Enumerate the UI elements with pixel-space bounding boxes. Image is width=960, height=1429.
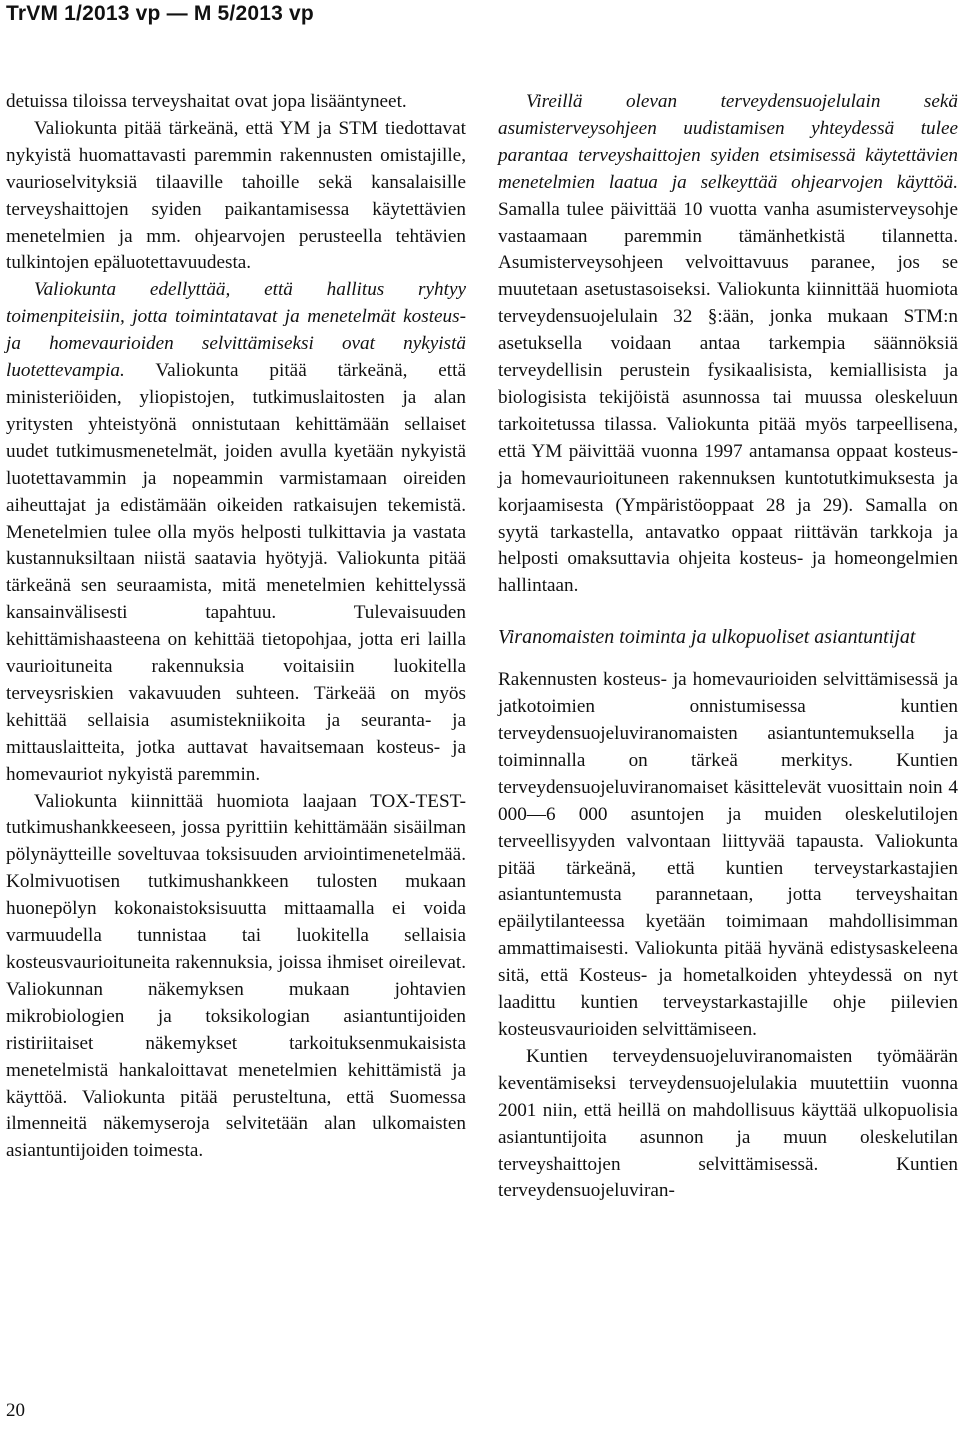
left-paragraph-2: Valiokunta pitää tärkeänä, että YM ja STM tiedottavat nykyistä huomattavasti paremmin rakennusten omistajille, vaurioselvityksiä tilaaville tahoille sekä kansalaisille terveyshaittojen syiden paikantamisessa käytettävien menetelmien ja mm. ohjearvojen perusteella tehtävien tulkintojen epäluotettavuudesta. (6, 117, 466, 274)
right-paragraph-2: Rakennusten kosteus- ja homevaurioiden selvittämisessä ja jatkotoimien onnistumisessa kuntien terveydensuojeluviranomaisten asiantuntemuksella ja toiminnalla on tärkeä merkitys. Kuntien terveydensuojeluviranomaiset käsittelevät vuosittain noin 4 000—6 000 asuntojen ja muiden oleskelutilojen terveellisyyden valvontaan liittyvää tapausta. Valiokunta pitää tärkeänä, että kuntien terveystarkastajien asiantuntemusta parannetaan, jotta terveyshaitan epäilytilanteessa kyetään toimimaan mahdollisimman ammattimaisesti. Valiokunta pitää hyvänä edistysaskeleena sitä, että Kosteus- ja hometalkoiden yhteydessä on nyt laadittu kuntien terveystarkastajille ohje piilevien kosteusvaurioiden selvittämiseen. (498, 669, 958, 1040)
right-paragraph-1-emphasis: Vireillä olevan terveydensuojelulain sekä asumisterveysohjeen uudistamisen yhteydessä tulee parantaa terveyshaittojen syiden etsimisessä käytettävien menetelmien laatua ja selkeyttää ohjearvojen käyttöä. (498, 91, 958, 193)
left-paragraph-3-body: Valiokunta pitää tärkeänä, että ministeriöiden, yliopistojen, tutkimuslaitosten ja alan yritysten yhteistyönä onnistutaan kehittämään sellaiset uudet tutkimusmenetelmät, joiden avulla kyetään nykyistä luotettavammin ja nopeammin varmistamaan oireiden aiheuttajat ja edistämään oikeiden ratkaisujen tekemistä. Menetelmien tulee olla myös helposti tulkittavia ja vastata kustannuksiltaan niistä saatavia hyötyjä. Valiokunta pitää tärkeänä sen seuraamista, mitä menetelmien kehittelyssä kansainvälisesti tapahtuu. Tulevaisuuden kehittämishaasteena on kehittää tietopohjaa, jotta eri lailla vaurioituneita rakennuksia voitaisiin luokitella terveysriskien vakavuuden suhteen. Tärkeää on myös kehittää sellaisia asumistekniikoita ja seuranta- ja mittauslaitteita, jotka auttavat havaitsemaan kosteus- ja homevauriot nykyistä paremmin. (6, 360, 466, 785)
page-number: 20 (6, 1400, 25, 1421)
right-paragraph-3: Kuntien terveydensuojeluviranomaisten työmäärän keventämiseksi terveydensuojelulakia muutettiin vuonna 2001 niin, että heillä on mahdollisuus käyttää ulkopuolisia asiantuntijoita asunnon ja muun oleskelutilan terveyshaittojen selvittämisessä. Kuntien terveydensuojeluviran- (498, 1045, 958, 1202)
left-paragraph-4: Valiokunta kiinnittää huomiota laajaan TOX-TEST-tutkimushankkeeseen, jossa pyrittiin kehittämään sisäilman pölynäytteille soveltuvaa toksisuuden arviointimenetelmää. Kolmivuotisen tutkimushankkeen tulosten mukaan huonepölyn kokonaistoksisuutta mittaamalla ei voida varmuudella tunnistaa tai luokitella sellaisia kosteusvaurioituneita rakennuksia, joissa ihmiset oireilevat. Valiokunnan näkemyksen mukaan johtavien mikrobiologien ja toksikologian asiantuntijoiden ristiriitaiset näkemykset tarkoituksenmukaisista menetelmistä hankaloittavat menetelmien kehittämistä ja käyttöä. Valiokunta pitää perusteltuna, että Suomessa ilmenneitä näkemyseroja selvitetään alan ulkomaisten asiantuntijoiden toimesta. (6, 790, 466, 1162)
section-heading: Viranomaisten toiminta ja ulkopuoliset asiantuntijat (498, 626, 916, 649)
running-head: TrVM 1/2013 vp — M 5/2013 vp (6, 2, 314, 25)
left-paragraph-3-emphasis: Valiokunta edellyttää, että hallitus ryhtyy toimenpiteisiin, jotta toimintatavat ja menetelmät kosteus- ja homevaurioiden selvittämiseksi ovat nykyistä luotettevampia. (6, 279, 466, 382)
left-paragraph-3 (6, 277, 466, 788)
left-paragraph-1: detuissa tiloissa terveyshaitat ovat jopa lisääntyneet. (6, 91, 407, 112)
right-paragraph-1-body: Samalla tulee päivittää 10 vuotta vanha asumisterveysohje vastaamaan paremmin tämänhetkistä tilannetta. Asumisterveysohjeen velvoittavuus paranee, jos se muutetaan asetustasoiseksi. Valiokunta kiinnittää huomiota terveydensuojelulain 32 §:ään, jonka mukaan STM:n asetuksella voidaan antaa tarkempia säännöksiä terveydellisin perustein fysikaalisista, kemiallisista ja biologisista tekijöistä asunnossa tai muussa oleskeluun tarkoitetussa tilassa. Valiokunta pitää myös tarpeellisena, että YM päivittää vuonna 1997 antamansa oppaat kosteus- ja homevaurioituneen rakennuksen kuntotutkimuksesta ja korjaamisesta (Ympäristöoppaat 28 ja 29). Samalla on syytä tarkastella, antavatko oppaat riittävän tarkkoja ja helposti omaksuttavia ohjeita kosteus- ja homeongelmien hallintaan. (498, 198, 958, 597)
right-paragraph-1 (498, 89, 958, 600)
right-column (498, 89, 958, 1205)
left-column (6, 89, 466, 1165)
